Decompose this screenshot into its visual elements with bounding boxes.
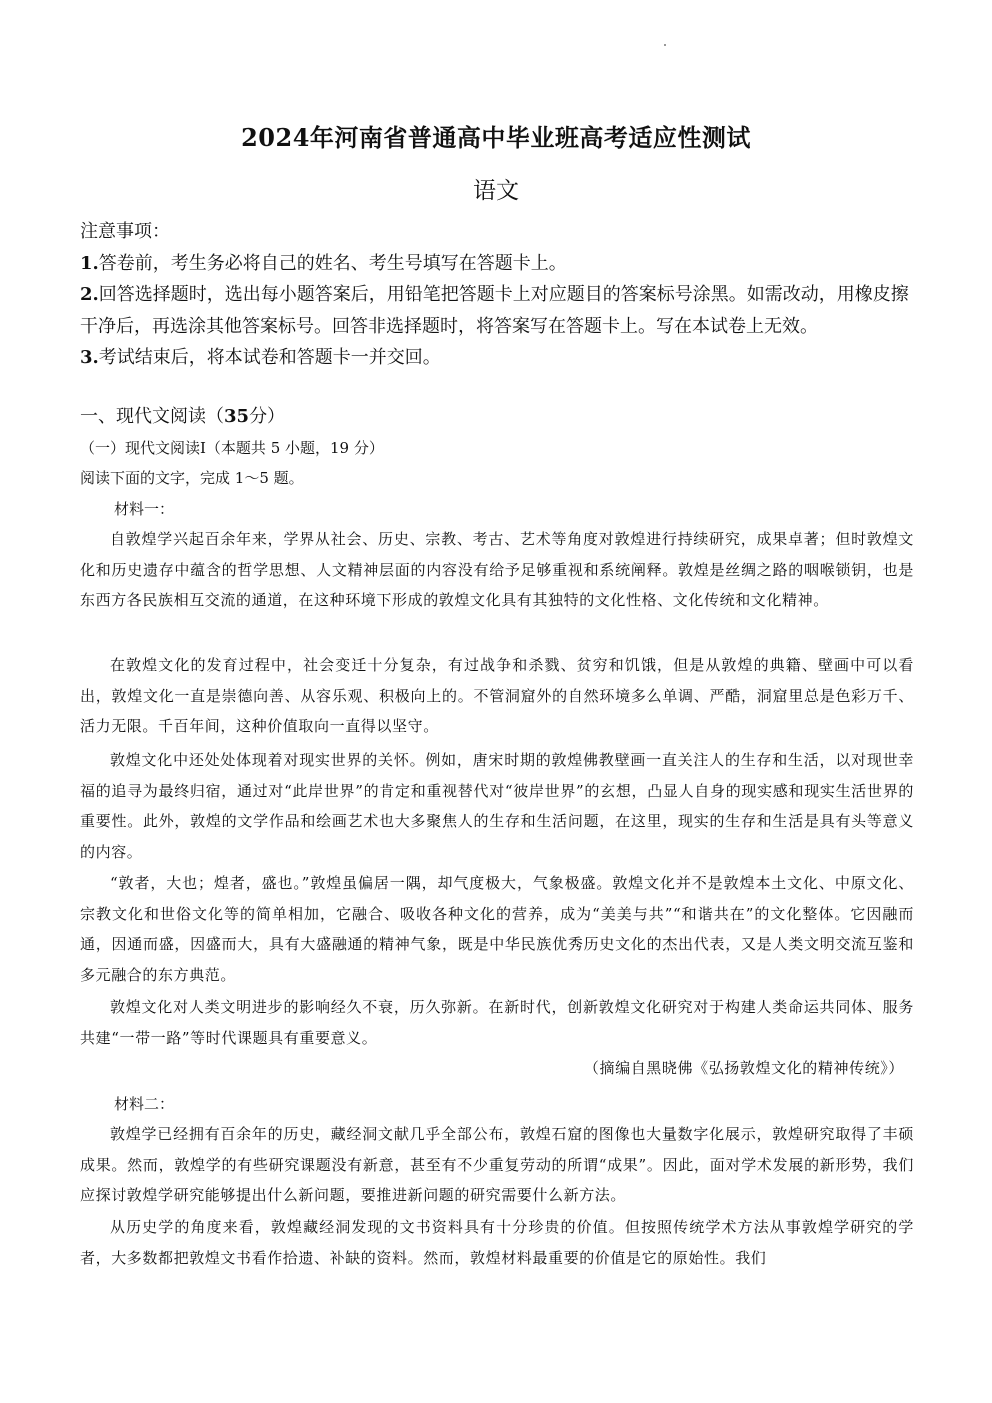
note-item — [80, 342, 914, 374]
material-one-source: （摘编自黑晓佛《弘扬敦煌文化的精神传统》） — [583, 1059, 904, 1077]
material-one-label: 材料一： — [114, 500, 175, 518]
section-score: 35 — [224, 406, 250, 427]
section-title-prefix: 一、现代文阅读（ — [80, 406, 224, 427]
material-one-paragraph: 自敦煌学兴起百余年来，学界从社会、历史、宗教、考古、艺术等角度对敦煌进行持续研究，成果卓著；但时敦煌文化和历史遗存中蕴含的哲学思想、人文精神层面的内容没有给予足够重视和系统阐释。敦煌是丝绸之路的咽喉锁钥，也是东西方各民族相互交流的通道，在这种环境下形成的敦煌文化具有其独特的文化性格、文化传统和文化精神。 — [80, 530, 914, 609]
exam-title: 2024年河南省普通高中毕业班高考适应性测试 — [241, 123, 751, 152]
note-text: 答卷前，考生务必将自己的姓名、考生号填写在答题卡上。 — [98, 252, 567, 274]
note-number: 2. — [80, 284, 99, 305]
note-text: 回答选择题时，选出每小题答案后，用铅笔把答题卡上对应题目的答案标号涂黑。如需改动，用橡皮擦干净后，再选涂其他答案标号。回答非选择题时，将答案写在答题卡上。写在本试卷上无效。 — [80, 284, 909, 337]
material-one-paragraph: 敦煌文化对人类文明进步的影响经久不衰，历久弥新。在新时代，创新敦煌文化研究对于构建人类命运共同体、服务共建“一带一路”等时代课题具有重要意义。 — [80, 998, 914, 1047]
material-two-paragraph: 从历史学的角度来看，敦煌藏经洞发现的文书资料具有十分珍贵的价值。但按照传统学术方法从事敦煌学研究的学者，大多数都把敦煌文书看作拾遗、补缺的资料。然而，敦煌材料最重要的价值是它的原始性。我们 — [80, 1218, 914, 1267]
material-one-paragraph: “敦者，大也；煌者，盛也。”敦煌虽偏居一隅，却气度极大，气象极盛。敦煌文化并不是敦煌本土文化、中原文化、宗教文化和世俗文化等的简单相加，它融合、吸收各种文化的营养，成为“美美与共”“和谐共在”的文化整体。它因融而通，因通而盛，因盛而大，具有大盛融通的精神气象，既是中华民族优秀历史文化的杰出代表，又是人类文明交流互鉴和多元融合的东方典范。 — [80, 874, 914, 984]
subsection-heading: （一）现代文阅读Ⅰ（本题共 5 小题，19 分） — [80, 439, 384, 457]
section-title-suffix: 分） — [249, 406, 286, 427]
material-one-paragraph: 敦煌文化中还处处体现着对现实世界的关怀。例如，唐宋时期的敦煌佛教壁画一直关注人的生存和生活，以对现世幸福的追寻为最终归宿，通过对“此岸世界”的肯定和重视替代对“彼岸世界”的玄想，凸显人自身的现实感和现实生活世界的重要性。此外，敦煌的文学作品和绘画艺术也大多聚焦人的生存和生活问题，在这里，现实的生存和生活是具有头等意义的内容。 — [80, 751, 914, 861]
scan-speck — [664, 44, 666, 46]
notes-block — [80, 216, 914, 374]
note-number: 3. — [80, 347, 99, 368]
subject-title: 语文 — [473, 178, 519, 204]
reading-instruction: 阅读下面的文字，完成 1～5 题。 — [80, 469, 304, 487]
note-item — [80, 248, 914, 280]
note-item — [80, 279, 914, 342]
notes-heading: 注意事项： — [80, 221, 170, 242]
note-number: 1. — [80, 252, 99, 274]
note-text: 考试结束后，将本试卷和答题卡一并交回。 — [98, 347, 441, 368]
material-one-paragraph: 在敦煌文化的发育过程中，社会变迁十分复杂，有过战争和杀戮、贫穷和饥饿，但是从敦煌的典籍、壁画中可以看出，敦煌文化一直是崇德向善、从容乐观、积极向上的。不管洞窟外的自然环境多么单调、严酷，洞窟里总是色彩万千、活力无限。千百年间，这种价值取向一直得以坚守。 — [80, 656, 914, 735]
material-two-paragraph: 敦煌学已经拥有百余年的历史，藏经洞文献几乎全部公布，敦煌石窟的图像也大量数字化展示，敦煌研究取得了丰硕成果。然而，敦煌学的有些研究课题没有新意，甚至有不少重复劳动的所谓“成果”。因此，面对学术发展的新形势，我们应探讨敦煌学研究能够提出什么新问题，要推进新问题的研究需要什么新方法。 — [80, 1125, 914, 1204]
material-two-label: 材料二： — [114, 1095, 175, 1113]
section-heading — [80, 402, 285, 428]
